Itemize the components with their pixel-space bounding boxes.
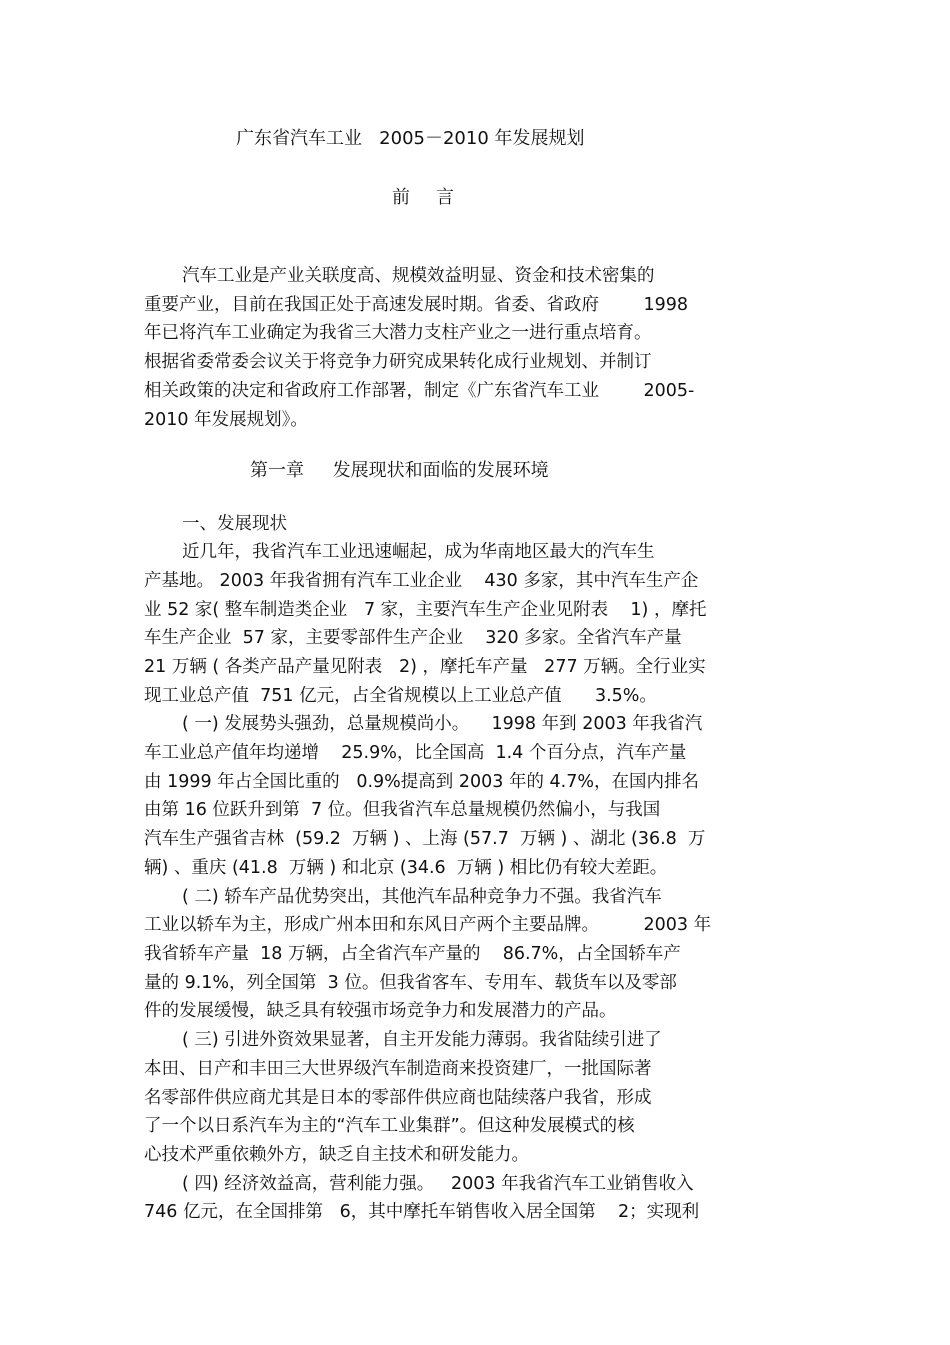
body-line: 工业以轿车为主，形成广州本田和东风日产两个主要品牌。 2003 年 (144, 915, 712, 935)
body-line: 汽车生产强省吉林 (59.2 万辆 ) 、上海 (57.7 万辆 ) 、湖北 (36.8 万 (144, 829, 706, 849)
body-line: 746 亿元，在全国排第 6，其中摩托车销售收入居全国第 2；实现利 (144, 1202, 700, 1222)
chapter-heading: 第一章 发展现状和面临的发展环境 (250, 460, 549, 481)
body-line: 车工业总产值年均递增 25.9%，比全国高 1.4 个百分点，汽车产量 (144, 743, 687, 763)
body-line: ( 二) 轿车产品优势突出，其他汽车品种竞争力不强。我省汽车 (182, 887, 662, 907)
body-line: 汽车工业是产业关联度高、规模效益明显、资金和技术密集的 (182, 266, 655, 286)
body-line: 现工业总产值 751 亿元，占全省规模以上工业总产值 3.5%。 (144, 686, 657, 706)
body-line: 相关政策的决定和省政府工作部署，制定《广东省汽车工业 2005- (144, 381, 695, 401)
section-heading: 一、发展现状 (182, 514, 287, 534)
body-line: 件的发展缓慢，缺乏具有较强市场竞争力和发展潜力的产品。 (144, 1001, 617, 1021)
body-line: 名零部件供应商尤其是日本的零部件供应商也陆续落户我省，形成 (144, 1088, 652, 1108)
body-line: 21 万辆 ( 各类产品产量见附表 2) ，摩托车产量 277 万辆。全行业实 (144, 657, 706, 677)
body-line: 量的 9.1%，列全国第 3 位。但我省客车、专用车、载货车以及零部 (144, 973, 677, 993)
body-line: 心技术严重依赖外方，缺乏自主技术和研发能力。 (144, 1145, 529, 1165)
body-line: 业 52 家( 整车制造类企业 7 家，主要汽车生产企业见附表 1) ，摩托 (144, 600, 707, 620)
body-line: 由 1999 年占全国比重的 0.9%提高到 2003 年的 4.7%，在国内排名 (144, 772, 699, 792)
body-line: ( 一) 发展势头强劲，总量规模尚小。 1998 年到 2003 年我省汽 (182, 714, 703, 734)
body-line: 本田、日产和丰田三大世界级汽车制造商来投资建厂，一批国际著 (144, 1059, 652, 1079)
body-line: 辆) 、重庆 (41.8 万辆 ) 和北京 (34.6 万辆 ) 相比仍有较大差距。 (144, 858, 668, 878)
body-line: 车生产企业 57 家，主要零部件生产企业 320 多家。全省汽车产量 (144, 628, 682, 648)
document-title: 广东省汽车工业 2005－2010 年发展规划 (236, 128, 585, 149)
body-line: ( 三) 引进外资效果显著，自主开发能力薄弱。我省陆续引进了 (182, 1030, 662, 1050)
body-line: 了一个以日系汽车为主的“汽车工业集群”。但这种发展模式的核 (144, 1116, 635, 1136)
body-line: 根据省委常委会议关于将竞争力研究成果转化成行业规划、并制订 (144, 352, 652, 372)
body-line: 由第 16 位跃升到第 7 位。但我省汽车总量规模仍然偏小，与我国 (144, 800, 661, 820)
body-line: 产基地。 2003 年我省拥有汽车工业企业 430 多家，其中汽车生产企 (144, 571, 699, 591)
preface-heading: 前言 (392, 187, 480, 208)
body-line: 我省轿车产量 18 万辆，占全省汽车产量的 86.7%，占全国轿车产 (144, 944, 681, 964)
body-line: 年已将汽车工业确定为我省三大潜力支柱产业之一进行重点培育。 (144, 323, 652, 343)
body-line: 近几年，我省汽车工业迅速崛起，成为华南地区最大的汽车生 (182, 542, 655, 562)
body-line: 重要产业，目前在我国正处于高速发展时期。省委、省政府 1998 (144, 295, 689, 315)
body-line: ( 四) 经济效益高，营利能力强。 2003 年我省汽车工业销售收入 (182, 1174, 694, 1194)
body-line: 2010 年发展规划》。 (144, 410, 308, 430)
